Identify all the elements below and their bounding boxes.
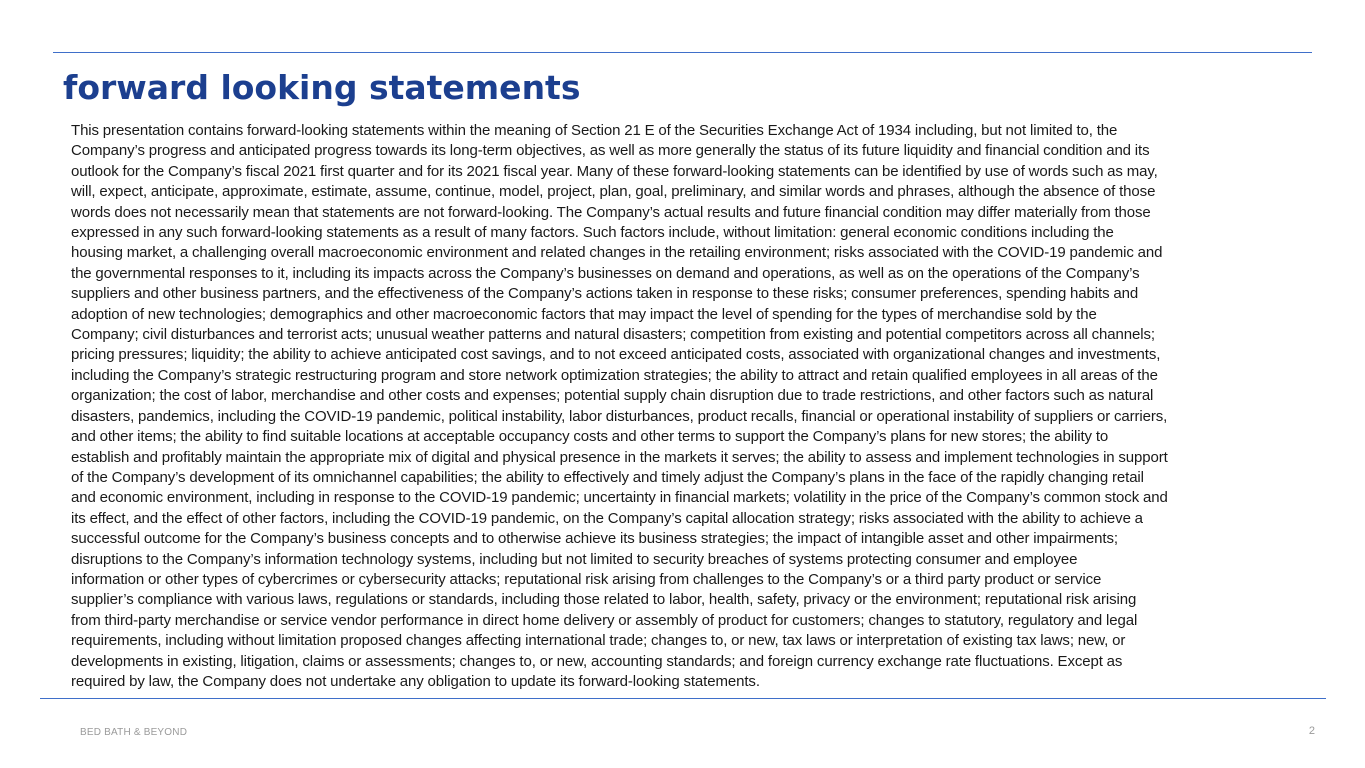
disclaimer-line: This presentation contains forward-looking statements within the meaning of Section 21 E of the Securities Exchange Act of 1934 including, but not limited to, the: [71, 122, 1118, 139]
disclaimer-line: from third-party merchandise or service vendor performance in direct home delivery or assembly of product for customers; changes to statutory, regulatory and legal: [71, 611, 1138, 629]
disclaimer-line: supplier’s compliance with various laws, regulations or standards, including those related to labor, health, safety, privacy or the environment; reputational risk arising: [71, 591, 1137, 609]
disclaimer-line: including the Company’s strategic restructuring program and store network optimization strategies; the ability to attract and retain qualified employees in all areas of the: [71, 366, 1158, 384]
disclaimer-line: words does not necessarily mean that statements are not forward-looking. The Company’s actual results and future financial condition may differ materially from those: [71, 203, 1151, 221]
disclaimer-line: pricing pressures; liquidity; the ability to achieve anticipated cost savings, and to not exceed anticipated costs, associated with organizational changes and investments,: [71, 346, 1161, 364]
footer-brand: BED BATH & BEYOND: [80, 727, 188, 738]
disclaimer-line: establish and profitably maintain the appropriate mix of digital and physical presence in the markets it serves; the ability to assess and implement technologies in support: [71, 448, 1168, 466]
disclaimer-line: organization; the cost of labor, merchandise and other costs and expenses; potential supply chain disruption due to trade restrictions, and other factors such as natural: [71, 387, 1154, 405]
disclaimer-line: the governmental responses to it, including its impacts across the Company’s businesses on demand and operations, as well as on the operations of the Company’s: [71, 264, 1140, 282]
disclaimer-line: expressed in any such forward-looking statements as a result of many factors. Such factors include, without limitation: general economic conditions including the: [71, 224, 1114, 242]
disclaimer-line: outlook for the Company’s fiscal 2021 first quarter and for its 2021 fiscal year. Many of these forward-looking statements can be identified by use of words such as may,: [71, 162, 1158, 180]
slide-title: forward looking statements: [63, 68, 581, 107]
disclaimer-line: requirements, including without limitation proposed changes affecting international trade; changes to, or new, tax laws or interpretation of existing tax laws; new, or: [71, 632, 1126, 650]
disclaimer-line: information or other types of cybercrimes or cybersecurity attacks; reputational risk arising from challenges to the Company’s or a third party product or service: [71, 570, 1102, 588]
disclaimer-line: and other items; the ability to find suitable locations at acceptable occupancy costs and other terms to support the Company’s plans for new stores; the ability to: [71, 428, 1109, 446]
disclaimer-line: disasters, pandemics, including the COVID-19 pandemic, political instability, labor disturbances, product recalls, financial or operational instability of suppliers or carriers,: [71, 407, 1168, 425]
disclaimer-paragraph: [71, 121, 1311, 692]
disclaimer-line: developments in existing, litigation, claims or assessments; changes to, or new, accounting standards; and foreign currency exchange rate fluctuations. Except as: [71, 652, 1123, 670]
disclaimer-line: suppliers and other business partners, and the effectiveness of the Company’s actions taken in response to these risks; consumer preferences, spending habits and: [71, 285, 1139, 303]
disclaimer-line: required by law, the Company does not undertake any obligation to update its forward-looking statements.: [71, 672, 760, 690]
disclaimer-line: will, expect, anticipate, approximate, estimate, assume, continue, model, project, plan, goal, preliminary, and similar words and phrases, although the absence of those: [71, 183, 1156, 201]
disclaimer-line: housing market, a challenging overall macroeconomic environment and related changes in the retailing environment; risks associated with the COVID-19 pandemic and: [71, 244, 1163, 262]
disclaimer-line: its effect, and the effect of other factors, including the COVID-19 pandemic, on the Company’s capital allocation strategy; risks associated with the ability to achieve a: [71, 509, 1143, 527]
disclaimer-line: Company; civil disturbances and terrorist acts; unusual weather patterns and natural disasters; competition from existing and potential competitors across all channels;: [71, 326, 1155, 344]
disclaimer-line: Company’s progress and anticipated progress towards its long-term objectives, as well as more generally the status of its future liquidity and financial condition and its: [71, 142, 1150, 160]
disclaimer-line: and economic environment, including in response to the COVID-19 pandemic; uncertainty in financial markets; volatility in the price of the Company’s common stock and: [71, 489, 1168, 507]
disclaimer-line: of the Company’s development of its omnichannel capabilities; the ability to effectively and timely adjust the Company’s plans in the face of the rapidly changing retail: [71, 468, 1144, 486]
top-divider: [53, 52, 1312, 53]
disclaimer-line: successful outcome for the Company’s business concepts and to otherwise achieve its business strategies; the impact of intangible asset and other impairments;: [71, 530, 1118, 548]
bottom-divider: [40, 698, 1326, 699]
disclaimer-line: disruptions to the Company’s information technology systems, including but not limited to security breaches of systems protecting consumer and employee: [71, 550, 1078, 568]
page-number: 2: [1308, 725, 1315, 737]
disclaimer-line: adoption of new technologies; demographics and other macroeconomic factors that may impact the level of spending for the types of merchandise sold by the: [71, 305, 1097, 323]
